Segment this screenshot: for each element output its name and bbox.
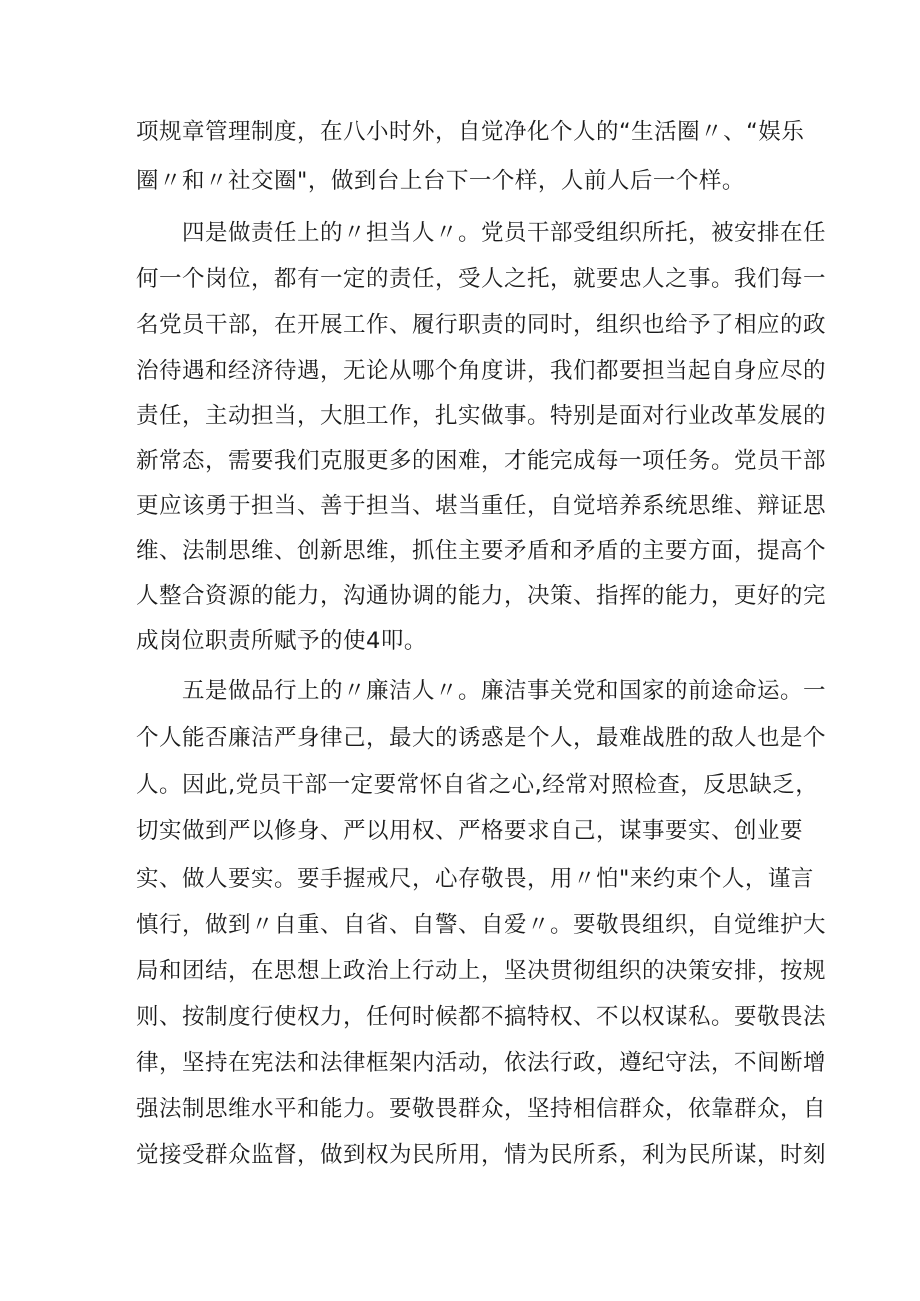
text-line: 则、按制度行使权力，任何时候都不搞特权、不以权谋私。要敬畏法 [136, 1004, 827, 1030]
text-line: 切实做到严以修身、严以用权、严格要求自己，谋事要实、创业要 [136, 818, 804, 844]
text-line: 四是做责任上的〃担当人〃。党员干部受组织所托，被安排在任 [182, 220, 827, 246]
text-line: 治待遇和经济待遇，无论从哪个角度讲，我们都要担当起自身应尽的 [136, 358, 827, 384]
text-line: 名党员干部，在开展工作、履行职责的同时，组织也给予了相应的政 [136, 312, 827, 338]
text-line: 个人能否廉洁严身律己，最大的诱惑是个人，最难战胜的敌人也是个 [136, 725, 827, 751]
text-line: 人。因此,党员干部一定要常怀自省之心,经常对照检查，反思缺乏， [136, 772, 819, 798]
text-line: 实、做人要实。要手握戒尺，心存敬畏，用〃怕"来约束个人，谨言 [136, 866, 814, 892]
text-line: 圈〃和〃社交圈"，做到台上台下一个样，人前人后一个样。 [136, 168, 745, 194]
text-line: 新常态，需要我们克服更多的困难，才能完成每一项任务。党员干部 [136, 448, 827, 474]
text-line: 何一个岗位，都有一定的责任，受人之托，就要忠人之事。我们每一 [136, 266, 827, 292]
text-line: 人整合资源的能力，沟通协调的能力，决策、指挥的能力，更好的完 [136, 583, 827, 609]
text-line: 觉接受群众监督，做到权为民所用，情为民所系，利为民所谋，时刻 [136, 1142, 827, 1168]
text-line: 五是做品行上的〃廉洁人〃。廉洁事关党和国家的前途命运。一 [182, 678, 827, 704]
text-line: 项规章管理制度，在八小时外，自觉净化个人的“生活圈〃、“娱乐 [136, 119, 805, 145]
text-line: 维、法制思维、创新思维，抓住主要矛盾和矛盾的主要方面，提高个 [136, 538, 827, 564]
text-line: 律，坚持在宪法和法律框架内活动，依法行政，遵纪守法，不间断增 [136, 1050, 827, 1076]
text-line: 慎行，做到〃自重、自省、自警、自爱〃。要敬畏组织，自觉维护大 [136, 912, 827, 938]
text-line: 更应该勇于担当、善于担当、堪当重任，自觉培养系统思维、辩证思 [136, 493, 827, 519]
text-line: 强法制思维水平和能力。要敬畏群众，坚持相信群众，依靠群众，自 [136, 1096, 827, 1122]
text-line: 成岗位职责所赋予的使4叩。 [136, 628, 427, 654]
text-line: 责任，主动担当，大胆工作，扎实做事。特别是面对行业改革发展的 [136, 403, 827, 429]
text-line: 局和团结，在思想上政治上行动上，坚决贯彻组织的决策安排，按规 [136, 958, 827, 984]
